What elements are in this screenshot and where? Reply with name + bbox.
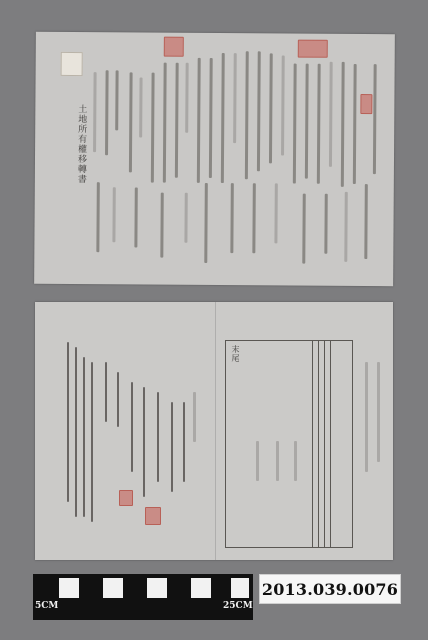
text-column	[364, 184, 368, 259]
document-title: 土地所有權移轉書	[75, 104, 87, 185]
text-column	[252, 183, 255, 253]
text-column	[115, 70, 118, 130]
table-rule	[330, 341, 331, 547]
red-seal	[298, 40, 328, 58]
scale-cell	[147, 578, 167, 598]
handwriting-column	[183, 402, 185, 482]
text-column	[160, 193, 163, 258]
text-column	[105, 70, 109, 155]
table-heading: 末尾	[231, 345, 240, 363]
revenue-stamp	[61, 52, 83, 76]
text-column	[293, 64, 297, 184]
handwriting-column	[171, 402, 173, 492]
handwriting-column	[117, 372, 119, 427]
text-column	[197, 58, 201, 183]
text-column	[134, 187, 137, 247]
text-column	[269, 53, 273, 163]
handwriting-column	[105, 362, 107, 422]
text-column	[233, 53, 237, 143]
handwriting-column	[83, 357, 85, 517]
text-column	[329, 62, 333, 167]
text-column	[256, 441, 259, 481]
fold-line	[215, 302, 216, 560]
scale-cell	[59, 578, 79, 598]
text-column	[373, 64, 377, 174]
text-column	[151, 73, 155, 183]
document-sheet-bottom	[35, 302, 393, 560]
handwriting-column	[67, 342, 69, 502]
text-column	[96, 182, 99, 252]
handwriting-column	[143, 387, 145, 497]
scale-cell	[169, 578, 189, 598]
scale-cell	[231, 578, 249, 598]
scale-bar	[33, 574, 253, 620]
text-column	[185, 63, 188, 133]
text-column	[353, 64, 357, 184]
text-column	[193, 392, 196, 442]
handwriting-column	[131, 382, 133, 472]
text-column	[305, 64, 309, 179]
text-column	[377, 362, 380, 462]
catalog-number-label: 2013.039.0076	[259, 574, 401, 604]
text-column	[245, 51, 249, 179]
scale-cell	[213, 578, 233, 598]
document-sheet-top	[34, 32, 395, 287]
text-column	[175, 63, 179, 178]
red-seal	[164, 37, 184, 57]
scale-label-right: 25CM	[223, 601, 253, 611]
text-column	[93, 72, 97, 152]
text-column	[274, 183, 277, 243]
table-rule	[312, 341, 313, 547]
scale-cell	[125, 578, 145, 598]
scale-cell	[191, 578, 211, 598]
text-column	[257, 51, 261, 171]
handwriting-column	[75, 347, 77, 517]
table-rule	[324, 341, 325, 547]
text-column	[221, 53, 225, 183]
table-rule	[318, 341, 319, 547]
text-column	[184, 193, 187, 243]
text-column	[163, 63, 167, 183]
text-column	[302, 194, 305, 264]
text-column	[129, 72, 133, 172]
scale-cell	[81, 578, 101, 598]
scale-cell	[103, 578, 123, 598]
handwriting-column	[157, 392, 159, 482]
table-frame	[225, 340, 353, 548]
text-column	[281, 55, 285, 155]
red-seal	[360, 94, 372, 114]
text-column	[230, 183, 233, 253]
text-column	[365, 362, 368, 472]
scale-cell	[37, 578, 57, 598]
handwriting-column	[91, 362, 93, 522]
text-column	[204, 183, 208, 263]
text-column	[112, 187, 115, 242]
text-column	[324, 194, 327, 254]
text-column	[139, 77, 142, 137]
text-column	[341, 62, 345, 187]
text-column	[317, 64, 321, 184]
text-column	[276, 441, 279, 481]
red-seal	[145, 507, 161, 525]
scale-label-left: 5CM	[35, 601, 59, 611]
text-column	[209, 58, 213, 178]
text-column	[294, 441, 297, 481]
text-column	[344, 192, 347, 262]
red-seal	[119, 490, 133, 506]
